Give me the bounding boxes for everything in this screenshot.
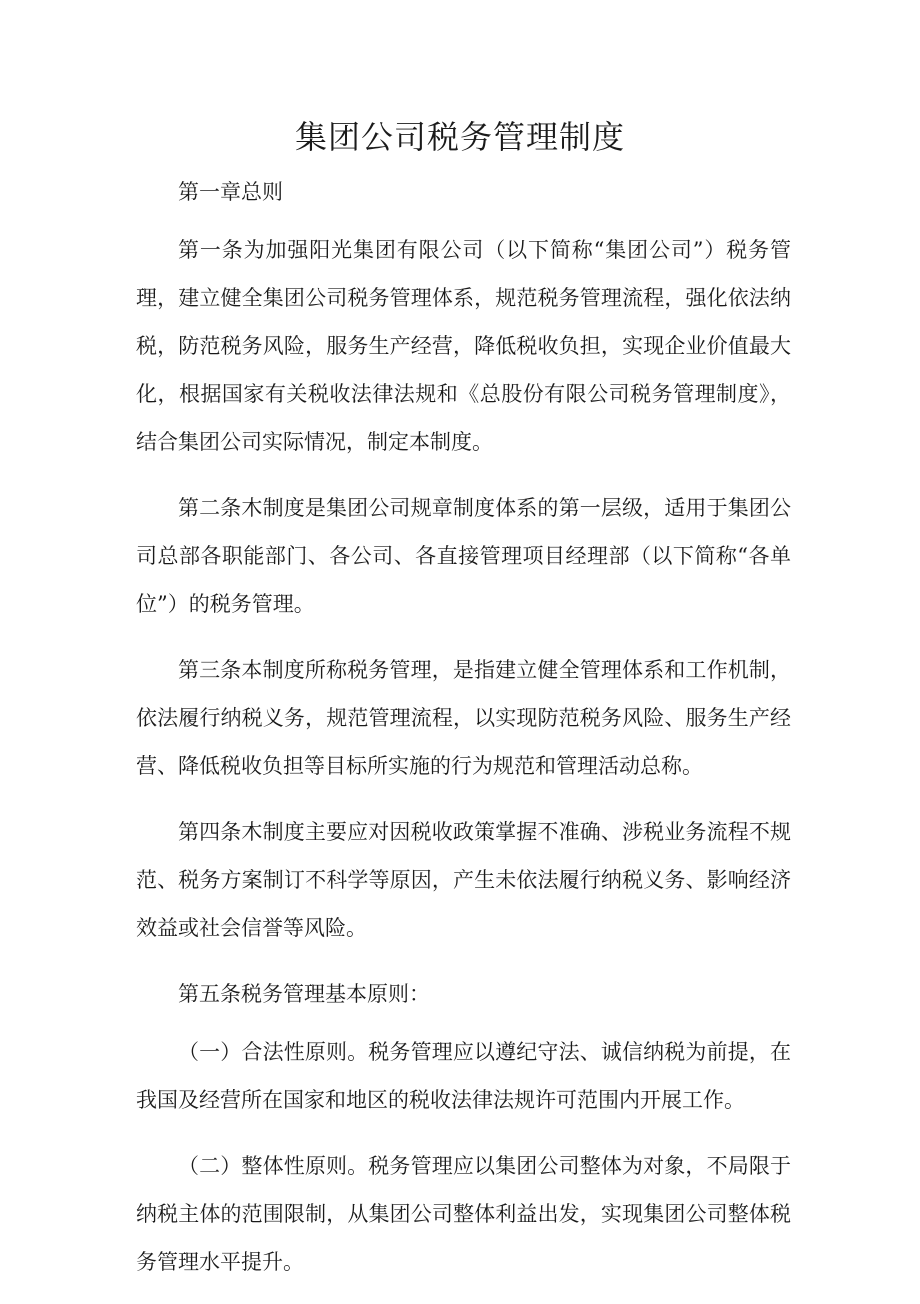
article-3-paragraph: 第三条本制度所称税务管理，是指建立健全管理体系和工作机制，依法履行纳税义务，规范管理流程，以实现防范税务风险、服务生产经营、降低税收负担等目标所实施的行为规范和管理活动总称。 xyxy=(136,658,791,778)
principle-2-paragraph: （二）整体性原则。税务管理应以集团公司整体为对象，不局限于纳税主体的范围限制，从集团公司整体利益出发，实现集团公司整体税务管理水平提升。 xyxy=(136,1154,791,1274)
article-2-paragraph: 第二条木制度是集团公司规章制度体系的第一层级，适用于集团公司总部各职能部门、各公司、各直接管理项目经理部（以下简称“各单位”）的税务管理。 xyxy=(136,496,791,616)
article-4-paragraph: 第四条木制度主要应对因税收政策掌握不准确、涉税业务流程不规范、税务方案制订不科学等原因，产生未依法履行纳税义务、影响经济效益或社会信誉等风险。 xyxy=(136,820,791,940)
document-title: 集团公司税务管理制度 xyxy=(294,118,625,156)
article-1-paragraph: 第一条为加强阳光集团有限公司（以下简称“集团公司”）税务管理，建立健全集团公司税务管理体系，规范税务管理流程，强化依法纳税，防范税务风险，服务生产经营，降低税收负担，实现企业价值最大化，根据国家有关税收法律法规和《总股份有限公司税务管理制度》，结合集团公司实际情况，制定本制度。 xyxy=(136,238,791,454)
principle-1-paragraph: （一）合法性原则。税务管理应以遵纪守法、诚信纳税为前提，在我国及经营所在国家和地区的税收法律法规许可范围内开展工作。 xyxy=(136,1040,791,1112)
document-body xyxy=(136,168,791,1304)
article-5-paragraph: 第五条税务管理基本原则： xyxy=(178,982,430,1006)
chapter-heading: 第一章总则 xyxy=(178,180,283,204)
